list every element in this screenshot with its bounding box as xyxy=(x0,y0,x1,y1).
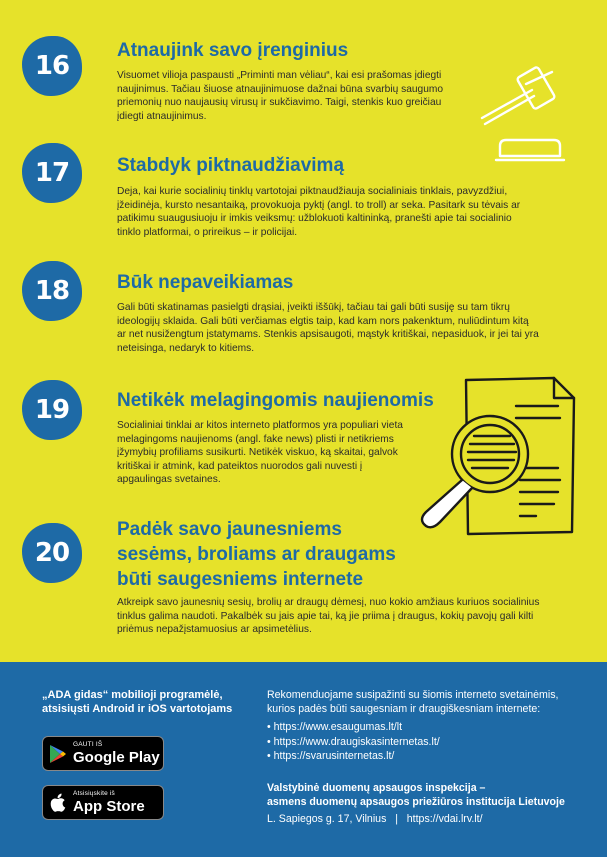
tip-body-line: kritiškai ir atmink, kad pateiktos nuorodos gali nuvesti į xyxy=(117,460,363,472)
tip-title xyxy=(117,153,344,178)
tip-body-line: apgaulingas svetaines. xyxy=(117,474,221,486)
tip-body-line: Gali būti skatinamas pasielgti drąsiai, įveikti iššūkį, tačiau tai gali būti susiję su tam tikrų xyxy=(117,302,510,313)
tip-body xyxy=(117,69,467,123)
tip-number-badge: 18 xyxy=(22,261,82,321)
tip-title xyxy=(117,270,293,295)
tip-number-badge: 17 xyxy=(22,143,82,203)
google-play-small-label: GAUTI IŠ xyxy=(73,741,103,749)
link-svarusinternetas[interactable]: • https://svarusinternetas.lt/ xyxy=(267,749,440,764)
tip-body-line: Socialiniai tinklai ar kitos interneto platformos yra populiari vieta xyxy=(117,420,403,431)
tip-title-line: sesėms, broliams ar draugams xyxy=(117,544,396,565)
link-draugiskasinternetas[interactable]: • https://www.draugiskasinternetas.lt/ xyxy=(267,735,440,750)
agency-name xyxy=(267,781,597,809)
recommendation-line: kurios padės būti saugesniam ir draugiškesniam internete: xyxy=(267,703,541,715)
agency-line: asmens duomenų apsaugos priežiūros institucija Lietuvoje xyxy=(267,796,565,808)
tip-body-line: priemonių nuo naujausių virusų ir sukčiavimo. Taigi, stenkis kuo greičiau xyxy=(117,97,442,109)
tip-body-line: tinklus galima naudoti. Pakalbėk su jais apie tai, ką jie priima į draugus, kokių pavojų gali kilti xyxy=(117,610,534,622)
tip-body-line: naujinimus. Tačiau šiuose atnaujinimuose dažnai būna svarbių saugumo xyxy=(117,83,444,95)
recommendation-text xyxy=(267,688,587,716)
tip-body-line: įžymybių profiliams susikurti. Netikėk viskuo, ką skaitai, galvok xyxy=(117,447,398,459)
app-promo-title xyxy=(42,688,252,716)
tip-title-line: Netikėk melagingomis naujienomis xyxy=(117,390,434,411)
tip-title xyxy=(117,388,434,413)
link-esaugumas[interactable]: • https://www.esaugumas.lt/lt xyxy=(267,720,440,735)
tip-body-line: ideologijų sklaida. Gali būti verčiamas elgtis taip, kad kam nors pakenktum, nuliūdintum kitą xyxy=(117,315,529,327)
tip-body-line: Visuomet vilioja paspausti „Priminti man vėliau“, kai esi prašomas įdiegti xyxy=(117,70,442,81)
tip-title xyxy=(117,38,348,63)
tip-body-line: įžeidinėja, kursto nesantaiką, provokuoja pyktį (angl. to troll) ar seka. Pasitark su tėvais ar xyxy=(117,199,521,211)
app-promo-line: atsisiųsti Android ir iOS vartotojams xyxy=(42,703,233,715)
app-promo-line: „ADA gidas“ mobilioji programėlė, xyxy=(42,689,223,701)
tip-number-badge: 16 xyxy=(22,36,82,96)
apple-icon xyxy=(43,793,73,812)
google-play-button[interactable] xyxy=(42,736,164,771)
agency-line: Valstybinė duomenų apsaugos inspekcija – xyxy=(267,782,486,794)
google-play-label: Google Play xyxy=(73,748,160,766)
tip-body xyxy=(117,596,587,637)
tip-title xyxy=(117,517,396,592)
tip-number-badge: 20 xyxy=(22,523,82,583)
tip-body xyxy=(117,301,587,355)
tip-body-line: ar net nusižengtum įstatymams. Stenkis apsisaugoti, mąstyk kritiškai, nepasiduok, ir jei tai yra xyxy=(117,329,539,341)
app-store-button[interactable] xyxy=(42,785,164,820)
app-store-label: App Store xyxy=(73,797,145,815)
link-list xyxy=(267,720,440,764)
tip-body-line: patikimu suaugusiuoju ir imkis veiksmų: užblokuoti kaltininką, pranešti apie tai socialinio xyxy=(117,213,512,225)
tip-title-line: Būk nepaveikiamas xyxy=(117,272,294,293)
tip-title-line: Atnaujink savo įrenginius xyxy=(117,40,349,61)
recommendation-line: Rekomenduojame susipažinti su šiomis interneto svetainėmis, xyxy=(267,689,559,701)
tip-title-line: būti saugesniems internete xyxy=(117,569,364,590)
tip-title-line: Stabdyk piktnaudžiavimą xyxy=(117,155,345,176)
tip-body-line: melagingoms naujienoms (angl. fake news) plisti ir netikriems xyxy=(117,433,394,445)
footer xyxy=(0,662,607,857)
tip-body-line: Atkreipk savo jaunesnių sesių, brolių ar draugų dėmesį, nuo kokio amžiaus kuriuos socialinius xyxy=(117,597,540,608)
tip-title-line: Padėk savo jaunesniems xyxy=(117,519,342,540)
magnifier-document-icon xyxy=(404,376,584,538)
google-play-icon xyxy=(43,744,73,764)
tip-body-line: priėmus nepažįstamuosius ar apsimetėlius. xyxy=(117,624,312,636)
tip-body-line: Deja, kai kurie socialinių tinklų vartotojai piktnaudžiauja socialiniais tinklais, pavyzdžiui, xyxy=(117,186,508,197)
app-store-small-label: Atsisiųskite iš xyxy=(73,790,116,798)
tip-body xyxy=(117,185,587,239)
tip-body-line: tinklo platformai, o prireikus – ir policijai. xyxy=(117,226,298,238)
tip-number-badge: 19 xyxy=(22,380,82,440)
tip-body-line: neteisinga, nedaryk to kitiems. xyxy=(117,342,255,354)
tip-body xyxy=(117,419,437,487)
tip-body-line: įdiegti atnaujinimus. xyxy=(117,110,207,122)
agency-address[interactable]: L. Sapiegos g. 17, Vilnius | https://vdai.lrv.lt/ xyxy=(267,813,483,825)
gavel-icon xyxy=(474,60,574,165)
